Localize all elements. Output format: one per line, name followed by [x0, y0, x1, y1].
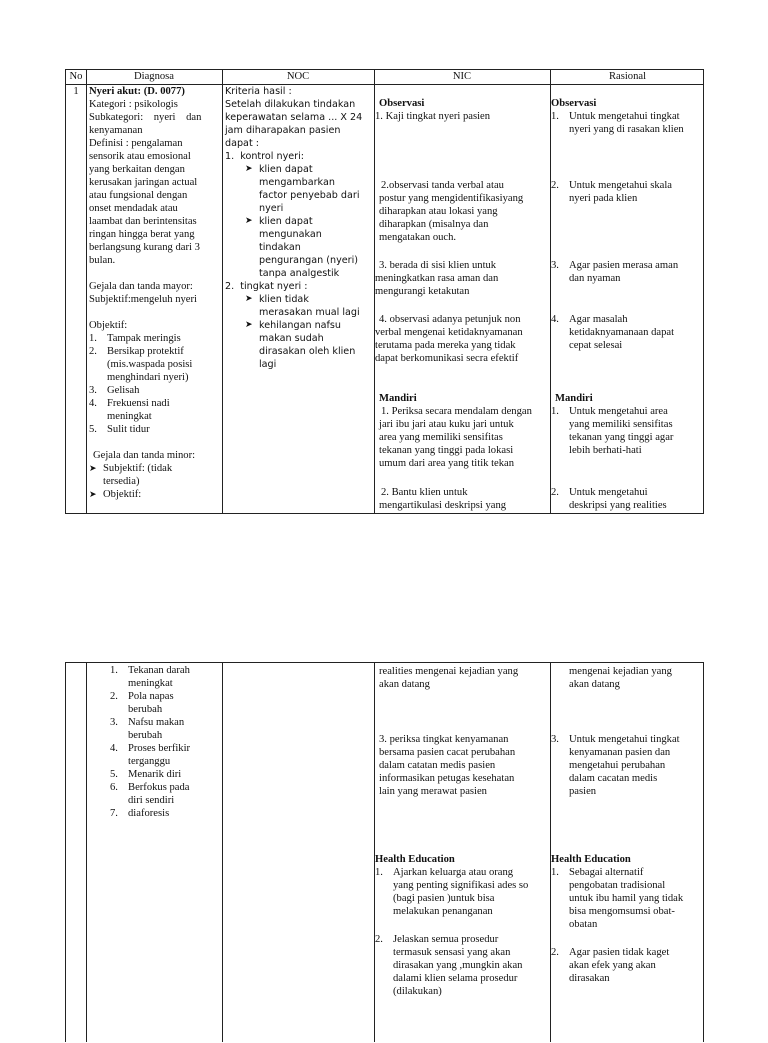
nic-health-education-title: Health Education — [375, 854, 455, 865]
list-item: mengunakan — [259, 229, 322, 240]
diagnosa-line: laambat dan berintensitas — [89, 216, 197, 227]
list-item: (mis.waspada posisi — [107, 359, 193, 370]
list-item: 7. diaforesis — [110, 808, 170, 819]
diagnosa-line: yang berkaitan dengan — [89, 164, 185, 175]
list-item: pengurangan (nyeri) — [259, 255, 359, 266]
list-item: menghindari nyeri) — [107, 372, 189, 383]
nic-mandiri-1: 1. Periksa secara mendalam dengan jari ibu jari atau kuku jari untuk area yang memiliki sensifitas tekanan yang tinggi pada lokasi umum dari area yang titik tekan — [379, 406, 532, 469]
rasional-mandiri-title: Mandiri — [555, 393, 593, 404]
noc-line: jam diharapakan pasien — [225, 125, 341, 136]
list-item: factor penyebab dari — [259, 190, 360, 201]
rasional-cell-cont — [551, 663, 705, 1043]
diagnosa-line: berlangsung kurang dari 3 — [89, 242, 200, 253]
nic-obs-1: 1. Kaji tingkat nyeri pasien — [375, 111, 491, 122]
list-item: 3. Nafsu makan — [110, 717, 185, 728]
rasional-he-item: 2. Agar pasien tidak kaget akan efek yang akan dirasakan — [551, 947, 670, 984]
list-item: 2. Pola napas — [110, 691, 174, 702]
header-diagnosa: Diagnosa — [133, 71, 174, 82]
rasional-item: 1. Untuk mengetahui tingkat nyeri yang di rasakan klien — [551, 111, 684, 135]
list-item: meningkat — [128, 678, 173, 689]
list-item: 2. Bersikap protektif — [89, 346, 184, 357]
list-item: ➤ kehilangan nafsu — [245, 320, 342, 331]
noc-line: Setelah dilakukan tindakan — [225, 99, 356, 110]
list-item: diri sendiri — [128, 795, 175, 806]
list-item: mengambarkan — [259, 177, 335, 188]
list-item: terganggu — [128, 756, 171, 767]
nic-mandiri-2: 2. Bantu klien untuk mengartikulasi deskripsi yang — [379, 487, 507, 511]
mayor-subjektif: Subjektif:mengeluh nyeri — [89, 294, 197, 305]
list-item: 4. Frekuensi nadi — [89, 398, 170, 409]
nic-cell-cont — [375, 663, 550, 1043]
list-item: 1. Tampak meringis — [89, 333, 181, 344]
list-item: ➤ Subjektif: (tidak — [89, 463, 173, 474]
list-item: ➤ klien dapat — [245, 164, 313, 175]
list-item: 5. Menarik diri — [110, 769, 182, 780]
arrow-bullet-icon: ➤ — [245, 164, 253, 174]
rasional-observasi-title: Observasi — [551, 98, 597, 109]
list-item: makan sudah — [259, 333, 324, 344]
mayor-title: Gejala dan tanda mayor: — [89, 281, 193, 292]
arrow-bullet-icon: ➤ — [89, 463, 97, 473]
list-item: 4. Proses berfikir — [110, 743, 191, 754]
noc-line: dapat : — [225, 138, 259, 149]
diagnosa-cell — [87, 85, 222, 501]
arrow-bullet-icon: ➤ — [245, 320, 253, 330]
rasional-item: 3. Agar pasien merasa aman dan nyaman — [551, 260, 679, 284]
list-item: dirasakan oleh klien — [259, 346, 356, 357]
header-noc: NOC — [286, 71, 310, 82]
nic-observasi-title: Observasi — [379, 98, 425, 109]
list-item: ➤ Objektif: — [89, 489, 142, 500]
rasional-item: 3. Untuk mengetahui tingkat kenyamanan pasien dan mengetahui perubahan dalam cacatan medis pasien — [551, 734, 680, 797]
list-item: tindakan — [259, 242, 301, 253]
diagnosa-line: Subkategori: nyeri dan — [89, 112, 202, 123]
list-item: 3. Gelisah — [89, 385, 140, 396]
nic-cell — [375, 85, 550, 515]
list-item: merasakan mual lagi — [259, 307, 360, 318]
diagnosa-line: onset mendadak atau — [89, 203, 178, 214]
diagnosa-line: kerusakan jaringan actual — [89, 177, 198, 188]
nic-item-3: 3. periksa tingkat kenyamanan bersama pasien cacat perubahan dalam catatan medis pasien informasikan petugas kesehatan lain yang merawat pasien — [379, 734, 516, 797]
diagnosa-line: Definisi : pengalaman — [89, 138, 183, 149]
list-item: nyeri — [259, 203, 284, 214]
care-plan-table-2 — [65, 662, 704, 1042]
list-item: tersedia) — [103, 476, 140, 487]
list-item: berubah — [128, 704, 163, 715]
rasional-cell — [551, 85, 705, 515]
rasional-item: 2. Untuk mengetahui deskripsi yang realities — [551, 487, 667, 511]
diagnosa-cell-cont — [108, 664, 220, 820]
noc-item-2: 2. tingkat nyeri : — [225, 281, 308, 292]
rasional-item: 4. Agar masalah ketidaknyamanaan dapat cepat selesai — [551, 314, 675, 351]
nic-he-item: 2. Jelaskan semua prosedur termasuk sensasi yang akan dirasakan yang ,mungkin akan dalami klien selama prosedur (dilakukan) — [375, 934, 523, 997]
diagnosis-title: Nyeri akut: (D. 0077) — [89, 86, 185, 97]
nic-obs-2: 2.observasi tanda verbal atau postur yang mengidentifikasiyang diharapkan atau lokasi yang diharapkan (misalnya dan mengatakan ouch. — [379, 180, 524, 243]
arrow-bullet-icon: ➤ — [245, 294, 253, 304]
list-item: berubah — [128, 730, 163, 741]
list-item: tanpa analgestik — [259, 268, 340, 279]
col-divider — [86, 663, 87, 1042]
list-item: lagi — [259, 359, 277, 370]
list-item: 1. Tekanan darah — [110, 665, 190, 676]
nic-cont: realities mengenai kejadian yang akan datang — [379, 666, 519, 690]
header-nic: NIC — [452, 71, 472, 82]
minor-title: Gejala dan tanda minor: — [93, 450, 196, 461]
nic-mandiri-title: Mandiri — [379, 393, 417, 404]
col-divider — [222, 663, 223, 1042]
list-item: 6. Berfokus pada — [110, 782, 190, 793]
noc-line: keperawatan selama ... X 24 — [225, 112, 363, 123]
care-plan-table-1 — [65, 69, 704, 514]
diagnosa-line: sensorik atau emosional — [89, 151, 191, 162]
diagnosa-line: Kategori : psikologis — [89, 99, 178, 110]
list-item: ➤ klien dapat — [245, 216, 313, 227]
diagnosa-line: atau fungsional dengan — [89, 190, 188, 201]
objektif-title: Objektif: — [89, 320, 128, 331]
nic-he-item: 1. Ajarkan keluarga atau orang yang penting signifikasi ades so (bagi pasien )untuk bisa melakukan penanganan — [375, 867, 529, 917]
rasional-cont: mengenai kejadian yang akan datang — [569, 666, 672, 690]
noc-item-1: 1. kontrol nyeri: — [225, 151, 304, 162]
arrow-bullet-icon: ➤ — [89, 489, 97, 499]
diagnosa-line: kenyamanan — [89, 125, 143, 136]
list-item: 5. Sulit tidur — [89, 424, 150, 435]
rasional-item: 2. Untuk mengetahui skala nyeri pada klien — [551, 180, 672, 204]
list-item: meningkat — [107, 411, 152, 422]
noc-cell — [223, 85, 374, 371]
rasional-health-education-title: Health Education — [551, 854, 631, 865]
header-rasional: Rasional — [608, 71, 647, 82]
diagnosa-line: ringan hingga berat yang — [89, 229, 195, 240]
nic-obs-4: 4. observasi adanya petunjuk non verbal mengenai ketidaknyamanan terutama pada mereka yang tidak dapat berkomunikasi secra efektif — [375, 314, 523, 364]
row-number: 1 — [73, 86, 79, 97]
list-item: ➤ klien tidak — [245, 294, 309, 305]
rasional-he-item: 1. Sebagai alternatif pengobatan tradisional untuk ibu hamil yang tidak bisa mengomsumsi obat- obatan — [551, 867, 684, 930]
header-no: No — [69, 71, 83, 82]
diagnosa-line: bulan. — [89, 255, 116, 266]
arrow-bullet-icon: ➤ — [245, 216, 253, 226]
nic-obs-3: 3. berada di sisi klien untuk meningkatkan rasa aman dan mengurangi ketakutan — [375, 260, 499, 297]
rasional-item: 1. Untuk mengetahui area yang memiliki sensifitas tekanan yang tinggi agar lebih berhati-hati — [551, 406, 674, 456]
noc-line: Kriteria hasil : — [225, 86, 292, 97]
